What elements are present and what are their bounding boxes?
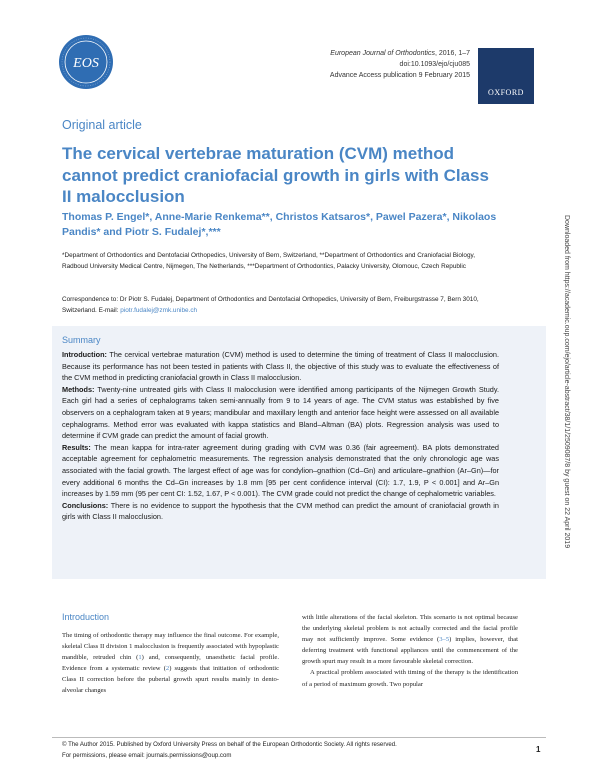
page-number: 1 [536,745,541,754]
doi: doi:10.1093/ejo/cju085 [399,61,470,68]
paper-title: The cervical vertebrae maturation (CVM) method cannot predict craniofacial growth in girls with Class II malocclusion [62,144,489,206]
footer [62,740,397,761]
svg-text:EOS: EOS [73,56,99,71]
section-label: Original article [62,118,142,132]
summary-conclusions-label: Conclusions: [62,500,109,510]
publisher-badge [478,48,534,104]
intro-paragraph-1-cont: with little alterations of the facial skeleton. This scenario is not optimal because the underlying skeletal problem is not actually corrected and the facial profile may not sufficiently improve. Some evidence (3–5) implies, however, that deferring treatment with functional appliances until the commencement of the growth spurt may result in a more favourable skeletal correction. [302,614,518,666]
summary-results-label: Results: [62,442,91,452]
summary-heading: Summary [62,335,101,345]
body-column-left [62,630,279,697]
summary-body [62,349,499,523]
footer-divider [52,737,546,738]
author-list: Thomas P. Engel*, Anne-Marie Renkema**, Christos Katsaros*, Pawel Pazera*, Nikolaos Pandis* and Piotr S. Fudalej*,*** [62,211,497,238]
citation-link[interactable]: 2 [165,665,170,673]
summary-conclusions: Conclusions: There is no evidence to support the hypothesis that the CVM method can predict the amount of craniofacial growth in girls with Class II malocclusion. [62,500,499,522]
publisher-name: OXFORD [488,88,524,97]
correspondence-text: Correspondence to: Dr Piotr S. Fudalej, Department of Orthodontics and Dentofacial Orthopedics, University of Bern, Freiburgstrasse 7, Bern 3010, Switzerland. E-mail: [62,296,479,314]
summary-results: Results: The mean kappa for intra-rater agreement during grading with CVM was 0.36 (fair agreement). BA plots demonstrated acceptable agreement for cephalometric measurements. The regression analysis demonstrated that the only chronologic age was associated with the facial growth. The largest effect of age was for condylion–gnathion (Cd–Gn) and articulare–gnathion (Ar–Gn)—for every additional 6 months the Cd–Gn increases by 1.8 mm [95 per cent confidence interval (CI): 1.7, 1.9, P < 0.001] and Ar–Gn increases by 1.59 mm (95 per cent CI: 1.52, 1.67, P < 0.001). The CVM grade could not predict the change of cephalometric variables. [62,442,499,499]
society-logo [58,34,114,90]
access-date: Advance Access publication 9 February 2015 [329,72,470,79]
body-column-right [302,612,518,690]
citation-link[interactable]: 1 [138,654,142,662]
affiliations: *Department of Orthodontics and Dentofacial Orthopedics, University of Bern, Switzerland, **Department of Orthodontics and Craniofacial Biology, Radboud University Medical Centre, Nijmegen, The Netherlands, ***Department of Orthodontics, Palacky University, Olomouc, Czech Republic [62,252,475,270]
journal-name: European Journal of Orthodontics [330,50,435,57]
summary-introduction: Introduction: The cervical vertebrae maturation (CVM) method is used to determine the timing of treatment of Class II malocclusion. Because its performance has not been tested in patients with Class II, the objective of this study was to evaluate the effectiveness of the CVM method in predicting craniofacial growth in Class II malocclusion. [62,350,499,383]
journal-meta [330,48,470,81]
summary-methods: Methods: Twenty-nine untreated girls with Class II malocclusion were identified among participants of the Nijmegen Growth Study. Each girl had a series of cephalograms taken semi-annually from 9 to 14 years of age. The CVM status was established by five observers on a cephalogram taken at 9 years; mandibular and maxillary length and anterior face height were assessed on all available cephalograms. Method error was evaluated with kappa statistics and Bland–Altman (BA) plots. Regression analysis was used to determine if CVM grade can predict the amount of facial growth. [62,384,499,441]
download-note: Downloaded from https://academic.oup.com/ejo/article-abstract/38/1/1/2509087/8 by guest on 22 April 2019 [563,215,570,549]
intro-paragraph-1: The timing of orthodontic therapy may influence the final outcome. For example, skeletal Class II division 1 malocclusion is frequently associated with hypoplastic mandible, retruded chin (1) and, consequently, unaesthetic facial profile. Evidence from a systematic review (2) suggests that initiation of orthodontic Class II correction before the pubertal growth spurt results mainly in dento-alveolar changes [62,632,280,695]
summary-intro-label: Introduction: [62,350,107,359]
email-link[interactable]: piotr.fudalej@zmk.unibe.ch [120,306,198,314]
citation-link[interactable]: 3–5 [439,636,450,644]
journal-volume: , 2016, 1–7 [434,50,470,57]
intro-paragraph-2: A practical problem associated with timing of the therapy is the identification of a period of maximum growth. Two popular [302,669,518,688]
permissions-notice: For permissions, please email: journals.permissions@oup.com [62,751,232,759]
correspondence [62,295,482,316]
copyright-notice: © The Author 2015. Published by Oxford University Press on behalf of the European Orthodontic Society. All rights reserved. [62,741,397,748]
eos-seal-icon [58,34,114,90]
summary-methods-label: Methods: [62,384,95,394]
introduction-heading: Introduction [62,612,110,622]
